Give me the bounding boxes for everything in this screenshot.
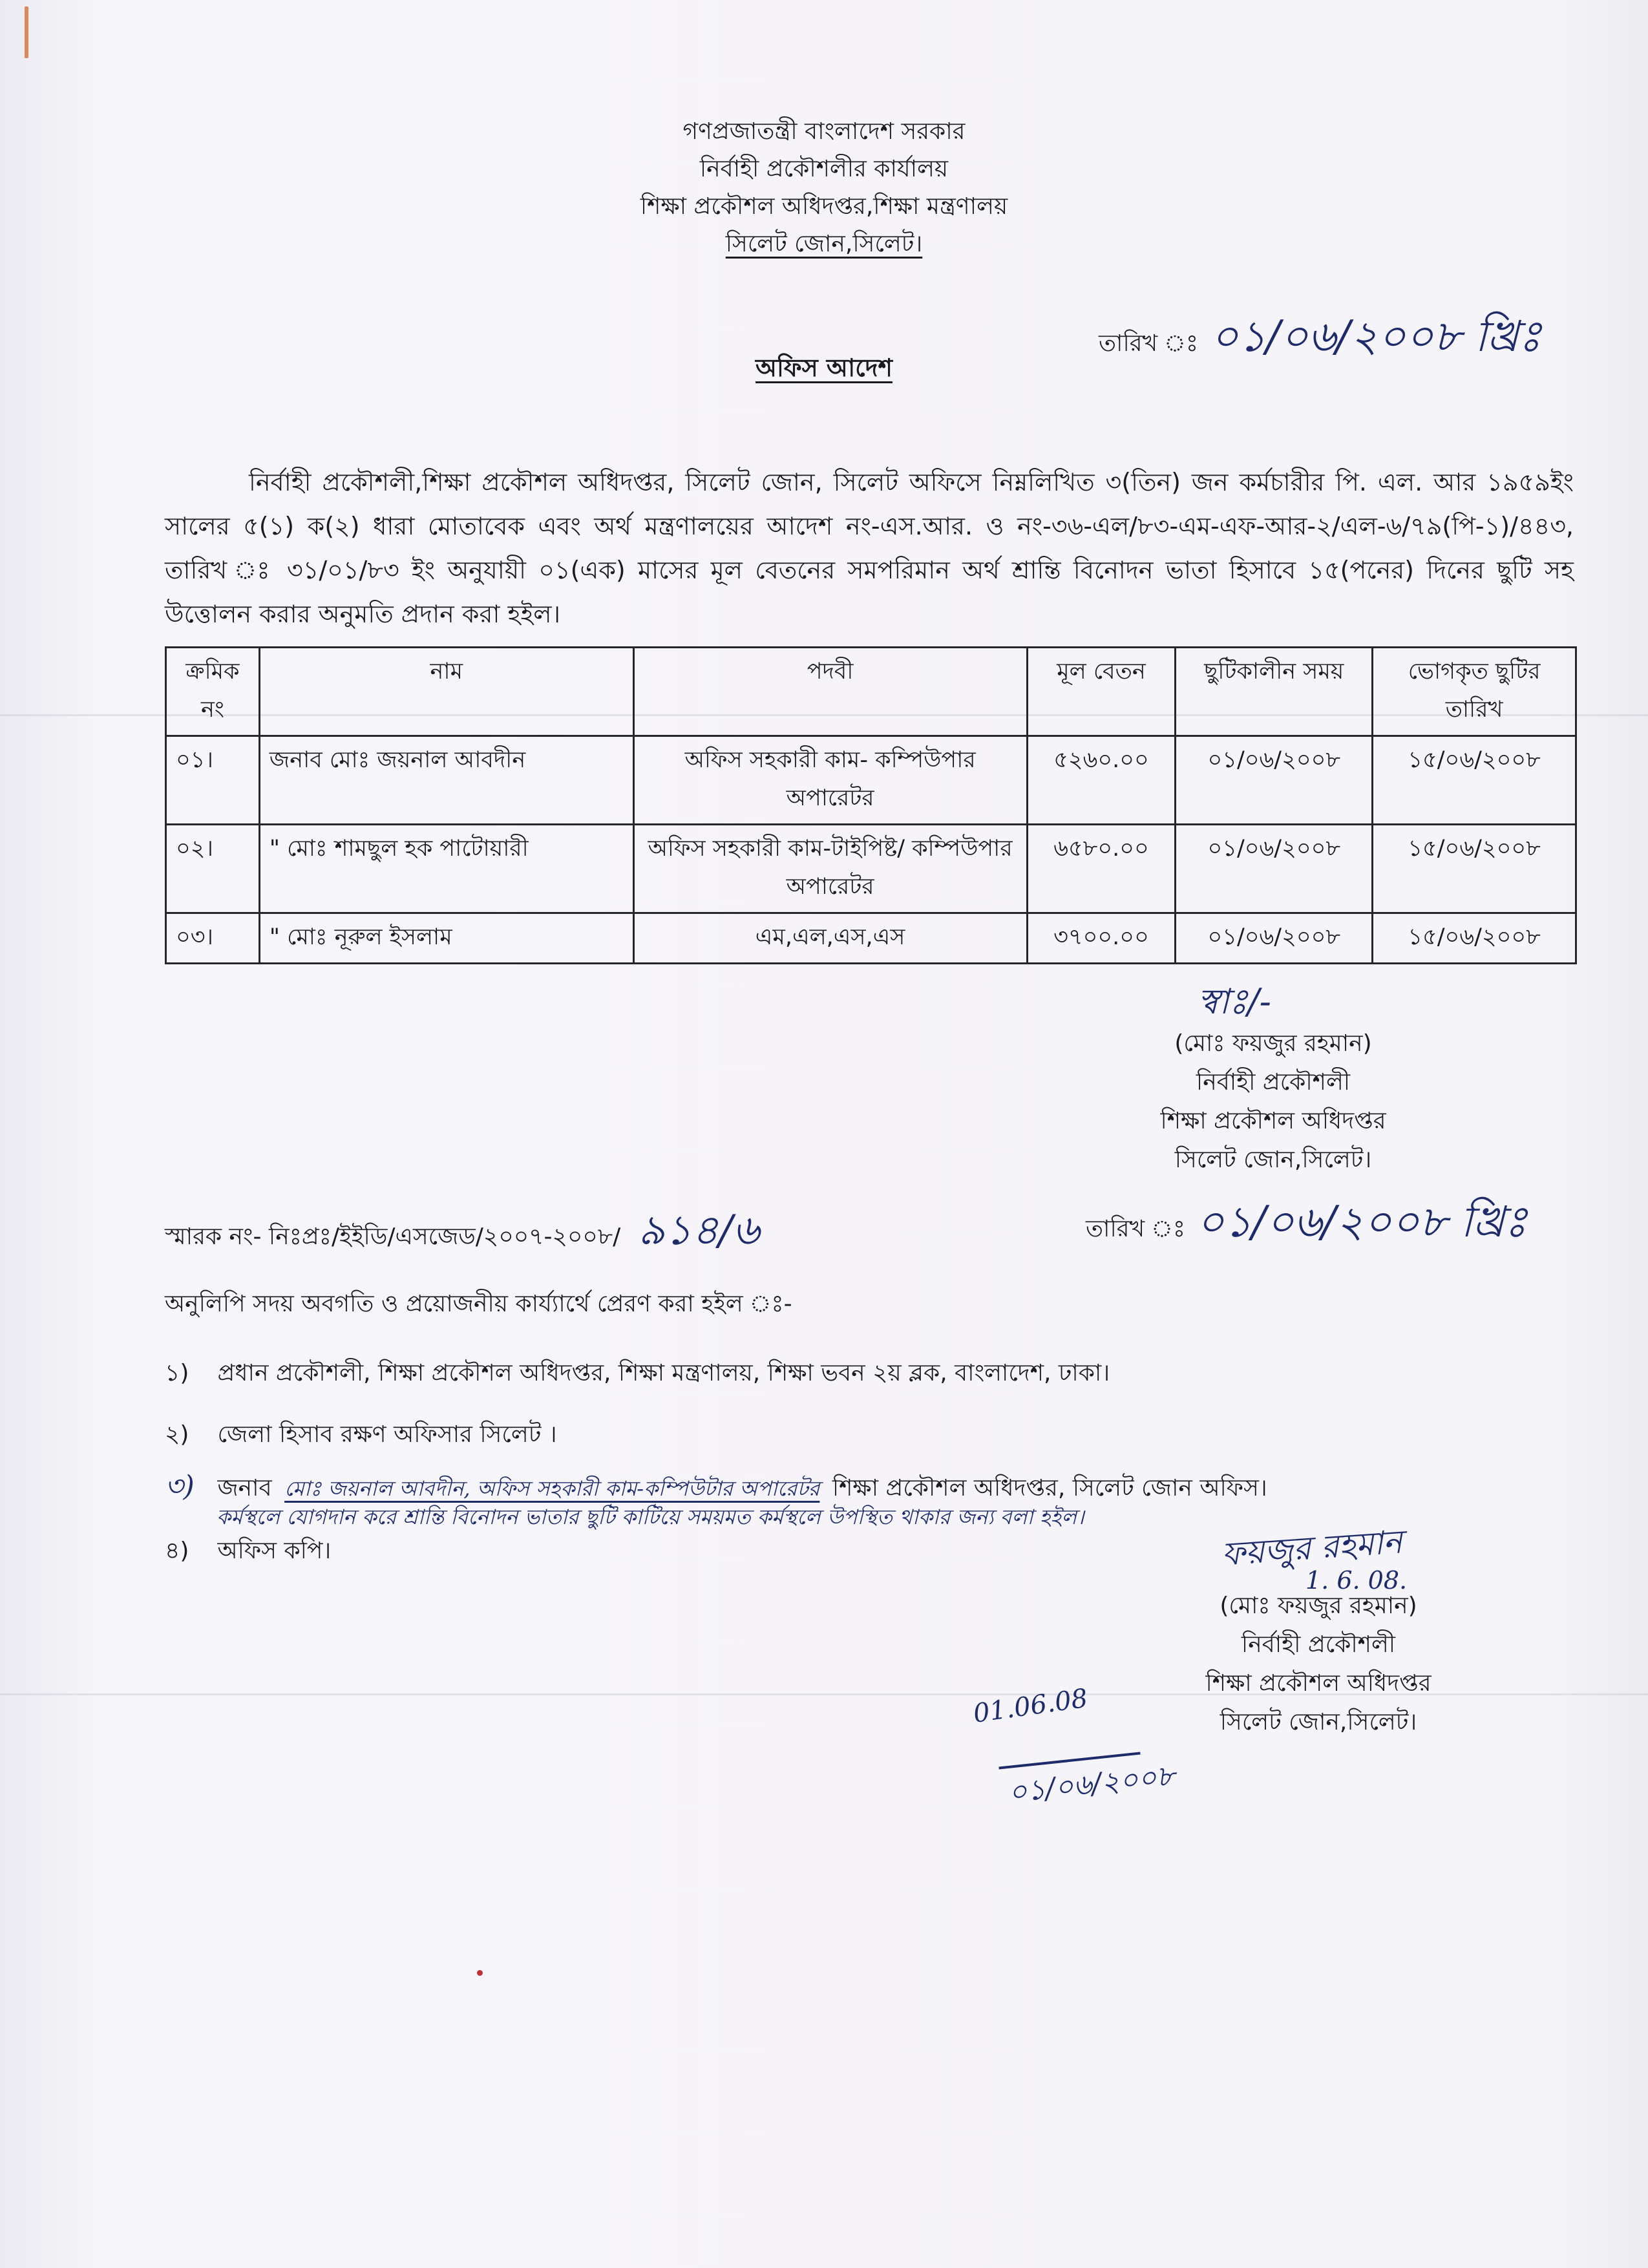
cell-leave-date: ১৫/০৬/২০০৮ <box>1373 825 1576 913</box>
col-header-name: নাম <box>259 648 633 736</box>
cell-designation: অফিস সহকারী কাম- কম্পিউপার অপারেটর <box>633 736 1027 825</box>
cell-leave-period: ০১/০৬/২০০৮ <box>1176 736 1373 825</box>
memo-line <box>165 1199 940 1268</box>
cell-serial: ০২। <box>166 825 260 913</box>
table-row <box>166 913 1576 964</box>
list-item <box>165 1354 1587 1393</box>
list-item <box>165 1467 1645 1508</box>
list-item-text: প্রধান প্রকৌশলী, শিক্ষা প্রকৌশল অধিদপ্তর, শিক্ষা মন্ত্রণালয়, শিক্ষা ভবন ২য় ব্লক, বাংলাদেশ, ঢাকা। <box>217 1360 1110 1386</box>
table-row <box>166 736 1576 825</box>
memo-date-label: তারিখ ঃ <box>1086 1216 1186 1242</box>
copy-intro: অনুলিপি সদয় অবগতি ও প্রয়োজনীয় কার্য্যার্থে প্রেরণ করা হইল ঃ- <box>165 1291 792 1317</box>
order-title: অফিস আদেশ <box>755 354 893 382</box>
signature-block-2 <box>1112 1587 1525 1742</box>
handwritten-signature-date: 1. 6. 08. <box>1305 1566 1408 1595</box>
receipt-date-2: ০১/০৬/২০০৮ <box>1006 1759 1177 1810</box>
header-line-1: গণপ্রজাতন্ত্রী বাংলাদেশ সরকার <box>682 118 966 145</box>
handwritten-signature: ফয়জুর রহমান <box>1220 1523 1404 1573</box>
cell-designation: অফিস সহকারী কাম-টাইপিষ্ট/ কম্পিউপার অপারেটর <box>633 825 1027 913</box>
memo-date-value: ০১/০৬/২০০৮ খ্রিঃ <box>1196 1197 1527 1247</box>
cell-leave-period: ০১/০৬/২০০৮ <box>1176 913 1373 964</box>
cell-basic-pay: ৩৭০০.০০ <box>1027 913 1176 964</box>
cell-name: জনাব মোঃ জয়নাল আবদীন <box>259 736 633 825</box>
list-item <box>165 1532 682 1571</box>
order-title-wrap <box>685 349 963 390</box>
list-item <box>165 1415 1587 1454</box>
cell-leave-date: ১৫/০৬/২০০৮ <box>1373 913 1576 964</box>
list-item-prefix: জনাব <box>217 1475 272 1501</box>
cell-basic-pay: ৫২৬০.০০ <box>1027 736 1176 825</box>
signature-block-1 <box>1034 979 1512 1180</box>
cell-leave-period: ০১/০৬/২০০৮ <box>1176 825 1373 913</box>
order-body: নির্বাহী প্রকৌশলী,শিক্ষা প্রকৌশল অধিদপ্তর, সিলেট জোন, সিলেট অফিসে নিম্নলিখিত ৩(তিন) জন কর্মচারীর পি. এল. আর ১৯৫৯ইং সালের ৫(১) ক(২) ধারা মোতাবেক এবং অর্থ মন্ত্রণালয়ের আদেশ নং-এস.আর. ও নং-৩৬-এল/৮৩-এম-এফ-আর-২/এল-৬/৭৯(পি-১)/৪৪৩, তারিখ ঃ ৩১/০১/৮৩ ইং অনুযায়ী ০১(এক) মাসের মূল বেতনের সমপরিমান অর্থ শ্রান্তি বিনোদন ভাতা হিসাবে ১৫(পনের) দিনের ছুটি সহ উত্তোলন করার অনুমতি প্রদান করা হইল। <box>165 468 1574 628</box>
list-item-text: জেলা হিসাব রক্ষণ অফিসার সিলেট । <box>217 1421 557 1448</box>
signatory-name: (মোঃ ফয়জুর রহমান) <box>1174 1030 1372 1057</box>
cell-serial: ০১। <box>166 736 260 825</box>
signatory-location: সিলেট জোন,সিলেট। <box>1174 1147 1372 1173</box>
signatory-office: শিক্ষা প্রকৌশল অধিদপ্তর <box>1160 1108 1386 1134</box>
col-header-leave-period: ছুটিকালীন সময় <box>1176 648 1373 736</box>
date-top-label: তারিখ ঃ <box>1099 330 1199 357</box>
col-header-serial: ক্রমিক নং <box>166 648 260 736</box>
cell-designation: এম,এল,এস,এস <box>633 913 1027 964</box>
signatory-name: (মোঃ ফয়জুর রহমান) <box>1220 1593 1417 1619</box>
list-item-number: ৪) <box>165 1538 189 1564</box>
signature-initials: স্বাঃ/- <box>1198 981 1271 1022</box>
receipt-date-1: 01.06.08 <box>971 1683 1090 1729</box>
date-top-value: ০১/০৬/২০০৮ খ্রিঃ <box>1210 312 1541 361</box>
list-item-number: ৩) <box>165 1470 195 1503</box>
cell-leave-date: ১৫/০৬/২০০৮ <box>1373 736 1576 825</box>
handwritten-note: কর্মস্থলে যোগদান করে শ্রান্তি বিনোদন ভাতার ছুটি কাটিয়ে সময়মত কর্মস্থলে উপস্থিত থাকার জন্য বলা হইল। <box>217 1505 1084 1529</box>
letterhead <box>565 113 1083 263</box>
header-line-4: সিলেট জোন,সিলেট। <box>725 231 923 257</box>
cell-basic-pay: ৬৫৮০.০০ <box>1027 825 1176 913</box>
staff-table <box>165 646 1577 964</box>
list-item-number: ১) <box>165 1360 189 1386</box>
memo-date <box>1086 1189 1616 1260</box>
ink-dot <box>477 1970 483 1976</box>
cell-name: " মোঃ নূরুল ইসলাম <box>259 913 633 964</box>
corner-mark <box>25 6 28 58</box>
header-line-3: শিক্ষা প্রকৌশল অধিদপ্তর,শিক্ষা মন্ত্রণালয় <box>640 193 1008 220</box>
signatory-office: শিক্ষা প্রকৌশল অধিদপ্তর <box>1205 1670 1431 1697</box>
cell-name: " মোঃ শামছুল হক পাটোয়ারী <box>259 825 633 913</box>
list-item-number: ২) <box>165 1421 189 1448</box>
memo-number-handwritten: ৯১৪/৬ <box>638 1207 760 1255</box>
list-item-text: শিক্ষা প্রকৌশল অধিদপ্তর, সিলেট জোন অফিস। <box>832 1475 1267 1501</box>
table-header-row <box>166 648 1576 736</box>
date-top <box>1099 304 1603 375</box>
signatory-designation: নির্বাহী প্রকৌশলী <box>1196 1069 1351 1096</box>
header-line-2: নির্বাহী প্রকৌশলীর কার্যালয় <box>699 156 949 182</box>
list-item-handwritten-name: মোঃ জয়নাল আবদীন, অফিস সহকারী কাম-কম্পিউটার অপারেটর <box>284 1476 820 1501</box>
cell-serial: ০৩। <box>166 913 260 964</box>
col-header-basic-pay: মূল বেতন <box>1027 648 1176 736</box>
list-item-text: অফিস কপি। <box>217 1538 332 1564</box>
col-header-leave-date: ভোগকৃত ছুটির তারিখ <box>1373 648 1576 736</box>
memo-number-label: স্মারক নং- নিঃপ্রঃ/ইইডি/এসজেড/২০০৭-২০০৮/ <box>165 1224 621 1250</box>
signatory-designation: নির্বাহী প্রকৌশলী <box>1241 1631 1396 1658</box>
signatory-location: সিলেট জোন,সিলেট। <box>1220 1709 1417 1735</box>
table-row <box>166 825 1576 913</box>
col-header-designation: পদবী <box>633 648 1027 736</box>
